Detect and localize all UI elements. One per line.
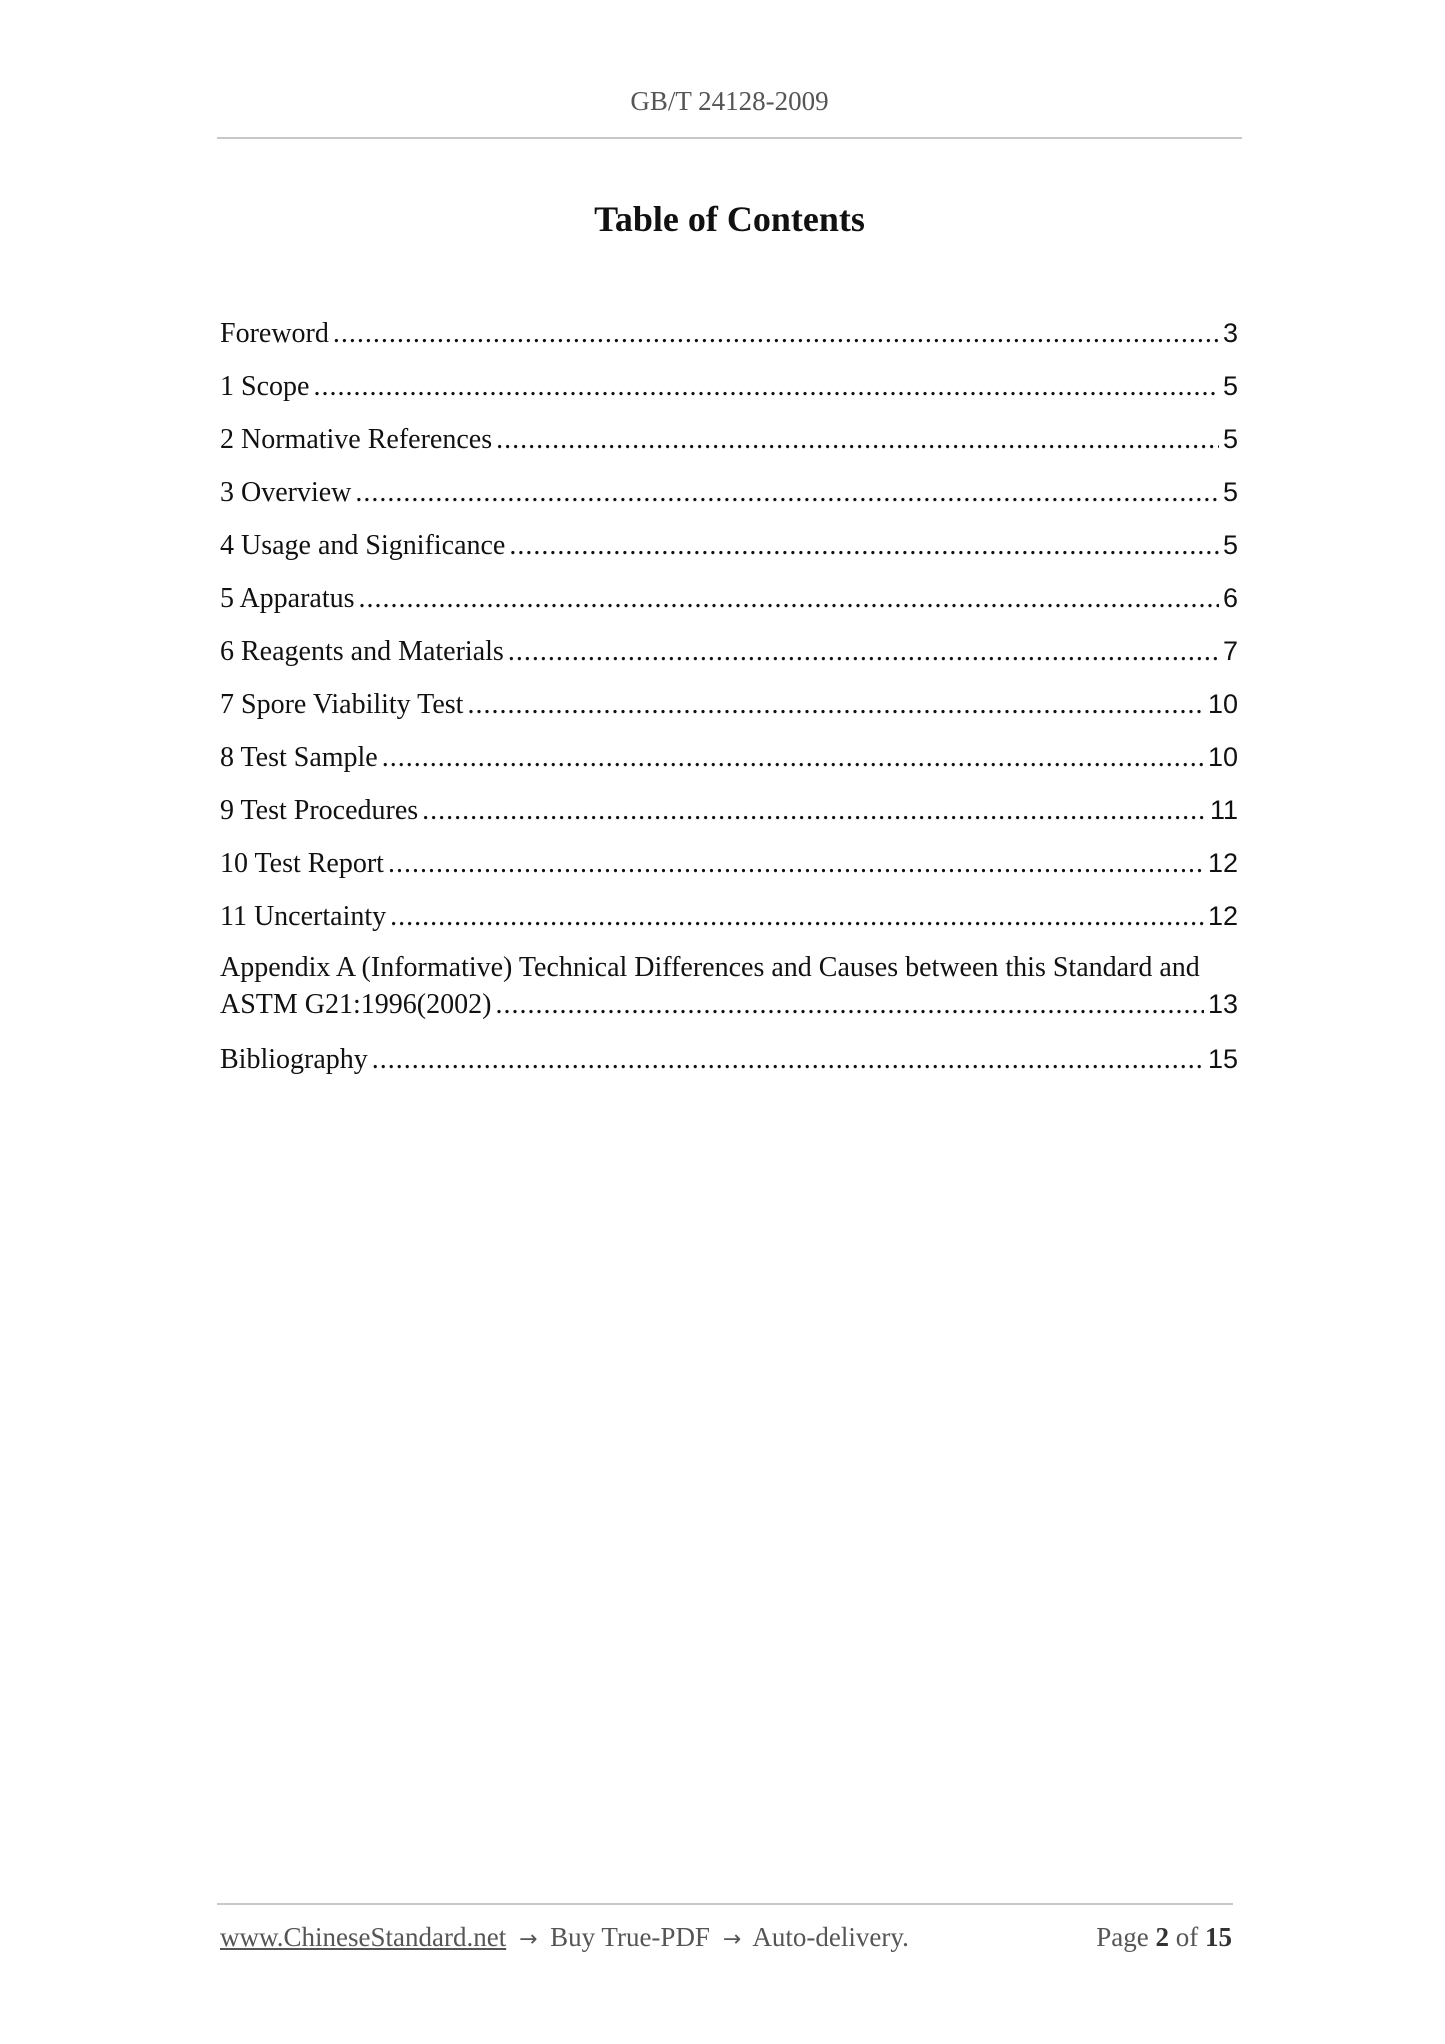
toc-dot-leader xyxy=(359,579,1219,619)
toc-entry-label: 10 Test Report xyxy=(220,848,384,879)
page-word: Page xyxy=(1096,1922,1149,1952)
toc-dot-leader xyxy=(509,526,1219,566)
toc-entry-label-line2: ASTM G21:1996(2002) xyxy=(220,989,492,1020)
toc-entry-label: 11 Uncertainty xyxy=(220,901,387,932)
toc-dot-leader xyxy=(495,986,1204,1023)
toc-entry-page: 10 xyxy=(1207,742,1238,772)
page-footer xyxy=(220,1922,1232,1953)
toc-entry-page: 5 xyxy=(1222,424,1238,454)
arrow-right-icon: → xyxy=(518,1927,538,1952)
toc-entry-label: 8 Test Sample xyxy=(220,742,378,773)
toc-entry-page: 7 xyxy=(1222,636,1238,666)
website-link[interactable]: www.ChineseStandard.net xyxy=(220,1922,507,1952)
toc-entry-page: 12 xyxy=(1207,848,1238,878)
toc-entry-usage-significance[interactable] xyxy=(220,525,1238,578)
toc-entry-label: Bibliography xyxy=(220,1044,368,1075)
footer-step-delivery: Auto-delivery. xyxy=(752,1922,909,1952)
toc-entry-test-procedures[interactable] xyxy=(220,790,1238,843)
toc-entry-page: 5 xyxy=(1222,530,1238,560)
toc-entry-normative-references[interactable] xyxy=(220,419,1238,472)
toc-entry-label: 6 Reagents and Materials xyxy=(220,636,504,667)
toc-dot-leader xyxy=(388,844,1204,884)
toc-dot-leader xyxy=(313,367,1219,407)
toc-entry-label: Foreword xyxy=(220,318,329,349)
toc-entry-uncertainty[interactable] xyxy=(220,896,1238,949)
of-word: of xyxy=(1175,1922,1199,1952)
footer-divider xyxy=(217,1903,1233,1905)
toc-dot-leader xyxy=(422,791,1206,831)
toc-entry-page: 10 xyxy=(1207,689,1238,719)
toc-entry-label: 7 Spore Viability Test xyxy=(220,689,464,720)
toc-entry-label: 4 Usage and Significance xyxy=(220,530,506,561)
toc-entry-apparatus[interactable] xyxy=(220,578,1238,631)
toc-entry-page: 6 xyxy=(1222,583,1238,613)
toc-entry-foreword[interactable] xyxy=(220,313,1238,366)
toc-entry-page: 13 xyxy=(1207,989,1238,1019)
page-number xyxy=(1096,1922,1232,1953)
footer-promo xyxy=(220,1922,909,1953)
toc-entry-overview[interactable] xyxy=(220,472,1238,525)
toc-entry-label: 5 Apparatus xyxy=(220,583,355,614)
toc-dot-leader xyxy=(382,738,1204,778)
toc-entry-label: 1 Scope xyxy=(220,371,310,402)
toc-entry-test-sample[interactable] xyxy=(220,737,1238,790)
toc-entry-reagents-materials[interactable] xyxy=(220,631,1238,684)
toc-entry-label: 3 Overview xyxy=(220,477,352,508)
toc-entry-spore-viability-test[interactable] xyxy=(220,684,1238,737)
toc-entry-page: 3 xyxy=(1222,318,1238,348)
page-title: Table of Contents xyxy=(594,199,865,239)
toc-entry-appendix-a[interactable] xyxy=(220,949,1238,1023)
toc-entry-page: 5 xyxy=(1222,371,1238,401)
arrow-right-icon: → xyxy=(722,1927,742,1952)
footer-step-buy: Buy True-PDF xyxy=(550,1922,710,1952)
page-current: 2 xyxy=(1155,1922,1169,1952)
table-of-contents xyxy=(220,313,1238,1092)
toc-entry-label: 2 Normative References xyxy=(220,424,493,455)
toc-entry-page: 12 xyxy=(1207,901,1238,931)
toc-entry-scope[interactable] xyxy=(220,366,1238,419)
toc-entry-page: 11 xyxy=(1209,795,1238,825)
header-divider xyxy=(217,137,1242,139)
toc-dot-leader xyxy=(390,897,1204,937)
toc-dot-leader xyxy=(372,1040,1204,1080)
toc-dot-leader xyxy=(333,314,1219,354)
toc-entry-page: 15 xyxy=(1207,1044,1238,1074)
page-total: 15 xyxy=(1205,1922,1232,1952)
toc-dot-leader xyxy=(467,685,1204,725)
toc-entry-label-line1: Appendix A (Informative) Technical Differences and Causes between this Standard and xyxy=(220,952,1200,983)
toc-dot-leader xyxy=(355,473,1219,513)
toc-dot-leader xyxy=(496,420,1219,460)
toc-entry-test-report[interactable] xyxy=(220,843,1238,896)
toc-entry-label: 9 Test Procedures xyxy=(220,795,419,826)
toc-dot-leader xyxy=(508,632,1219,672)
toc-entry-bibliography[interactable] xyxy=(220,1039,1238,1092)
toc-entry-page: 5 xyxy=(1222,477,1238,507)
running-header: GB/T 24128-2009 xyxy=(630,86,829,116)
